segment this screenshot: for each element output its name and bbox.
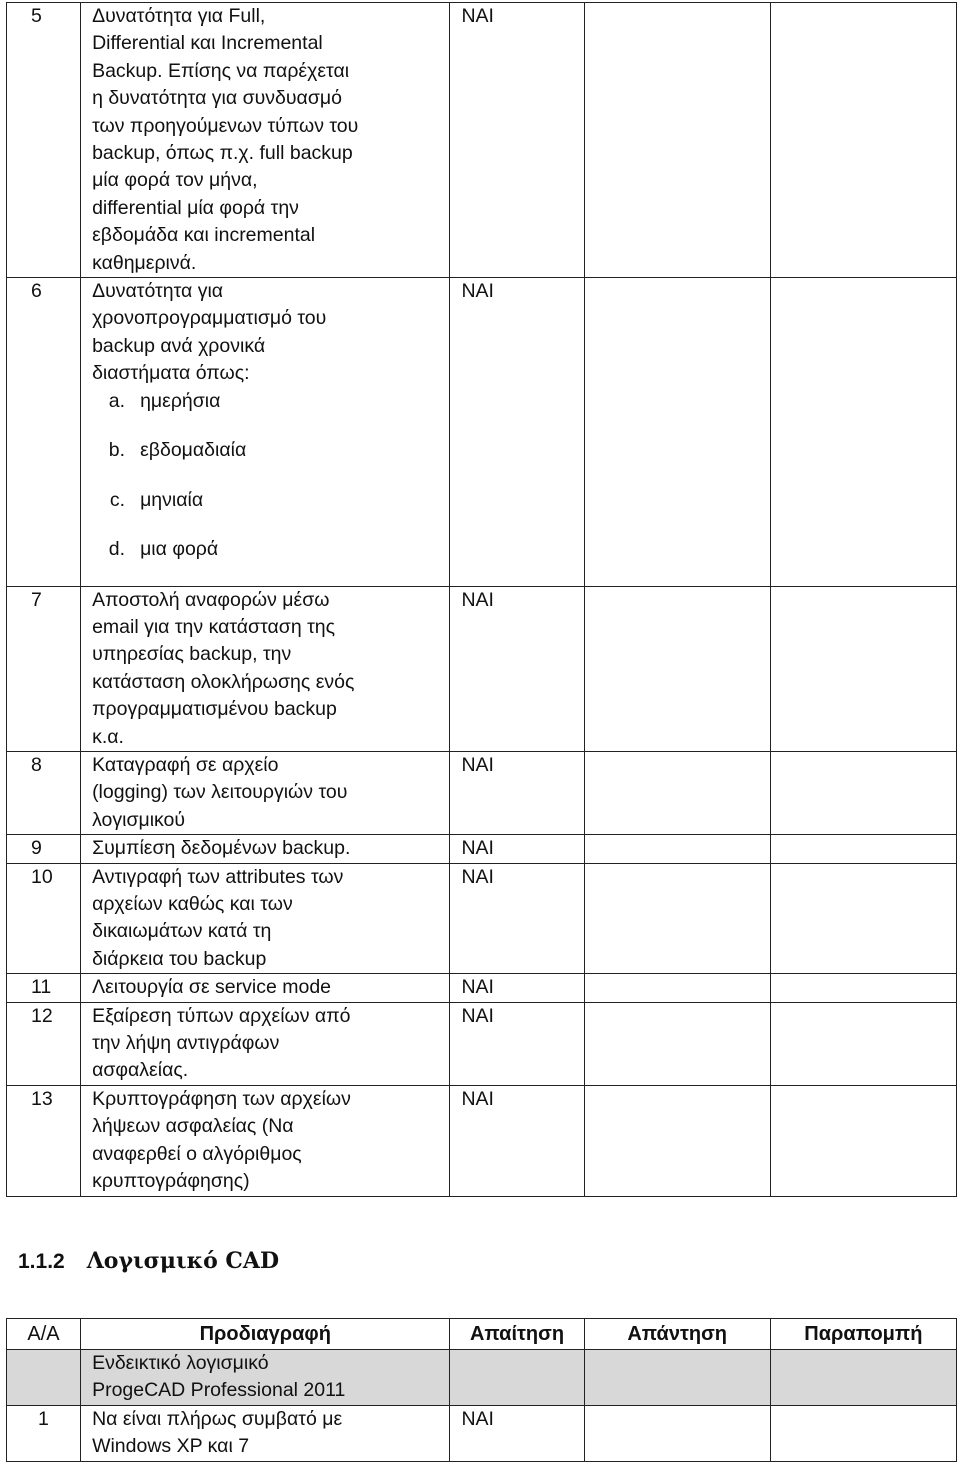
row-requirement: ΝΑΙ bbox=[450, 1085, 584, 1196]
row-requirement: ΝΑΙ bbox=[450, 278, 584, 587]
row-number: 8 bbox=[7, 752, 81, 835]
row-reference bbox=[770, 3, 956, 278]
option-item bbox=[92, 536, 449, 586]
row-reference bbox=[770, 974, 956, 1002]
spec-line: αναφερθεί ο αλγόριθμος bbox=[92, 1142, 302, 1165]
spec-line: δικαιωμάτων κατά τη bbox=[92, 920, 272, 943]
row-reference bbox=[770, 752, 956, 835]
header-spec: Προδιαγραφή bbox=[81, 1319, 450, 1350]
row-spec bbox=[81, 863, 450, 974]
row-answer bbox=[584, 863, 770, 974]
indicative-answer-cell bbox=[584, 1350, 770, 1406]
table-row bbox=[7, 835, 957, 863]
row-answer bbox=[584, 1002, 770, 1085]
option-item bbox=[92, 388, 449, 415]
spec-line: λογισμικού bbox=[92, 808, 186, 831]
row-reference bbox=[770, 835, 956, 863]
table-header-row bbox=[7, 1319, 957, 1350]
spec-line: Λειτουργία σε service mode bbox=[92, 976, 332, 999]
indicative-spec-cell bbox=[81, 1350, 450, 1406]
row-reference bbox=[770, 1405, 956, 1461]
spec-line: Windows XP και 7 bbox=[92, 1435, 250, 1458]
option-list bbox=[92, 388, 449, 586]
row-requirement: ΝΑΙ bbox=[450, 752, 584, 835]
option-letter: d. bbox=[108, 538, 126, 561]
row-number: 11 bbox=[7, 974, 81, 1002]
header-reference: Παραπομπή bbox=[770, 1319, 956, 1350]
indicative-ref-cell bbox=[770, 1350, 956, 1406]
spec-line: εβδομάδα και incremental bbox=[92, 224, 316, 247]
section-heading bbox=[18, 1248, 279, 1275]
spec-line: την λήψη αντιγράφων bbox=[92, 1032, 280, 1055]
spec-line: Συμπίεση δεδομένων backup. bbox=[92, 837, 351, 860]
cad-table-body bbox=[7, 1350, 957, 1462]
row-spec bbox=[81, 974, 450, 1002]
spec-line: Αντιγραφή των attributes των bbox=[92, 865, 344, 888]
row-requirement: ΝΑΙ bbox=[450, 835, 584, 863]
row-reference bbox=[770, 1002, 956, 1085]
row-requirement: ΝΑΙ bbox=[450, 1405, 584, 1461]
spec-line: Backup. Επίσης να παρέχεται bbox=[92, 59, 350, 82]
indicative-line: Ενδεικτικό λογισμικό bbox=[92, 1352, 269, 1374]
indicative-req-cell bbox=[450, 1350, 584, 1406]
row-spec bbox=[81, 586, 450, 751]
spec-line: κ.α. bbox=[92, 725, 124, 748]
row-number: 1 bbox=[7, 1405, 81, 1461]
table-row bbox=[7, 586, 957, 751]
spec-line: Καταγραφή σε αρχείο bbox=[92, 754, 279, 777]
option-letter: c. bbox=[109, 488, 126, 511]
row-answer bbox=[584, 835, 770, 863]
row-number: 10 bbox=[7, 863, 81, 974]
row-spec bbox=[81, 1405, 450, 1461]
spec-line: Differential και Incremental bbox=[92, 32, 323, 55]
spec-line: καθημερινά. bbox=[92, 251, 197, 274]
option-letter: b. bbox=[108, 439, 126, 462]
spec-line: λήψεων ασφαλείας (Να bbox=[92, 1115, 294, 1138]
header-aa: Α/Α bbox=[7, 1319, 81, 1350]
row-reference bbox=[770, 586, 956, 751]
section-title: Λογισμικό CAD bbox=[86, 1248, 280, 1274]
row-number: 6 bbox=[7, 278, 81, 587]
row-answer bbox=[584, 1405, 770, 1461]
spec-line: κατάσταση ολοκλήρωσης ενός bbox=[92, 670, 355, 693]
row-reference bbox=[770, 863, 956, 974]
spec-line: Κρυπτογράφηση των αρχείων bbox=[92, 1087, 351, 1110]
spec-line: προγραμματισμένου backup bbox=[92, 698, 337, 721]
spec-line: αρχείων καθώς και των bbox=[92, 893, 293, 916]
spec-line: Δυνατότητα για Full, bbox=[92, 5, 266, 27]
spec-table-cad bbox=[6, 1318, 957, 1462]
row-number: 7 bbox=[7, 586, 81, 751]
row-answer bbox=[584, 586, 770, 751]
indicative-row bbox=[7, 1350, 957, 1406]
table-row bbox=[7, 1405, 957, 1461]
row-answer bbox=[584, 1085, 770, 1196]
spec-line: ασφαλείας. bbox=[92, 1059, 189, 1082]
table-row bbox=[7, 752, 957, 835]
option-item bbox=[92, 437, 449, 487]
spec-line: email για την κατάσταση της bbox=[92, 615, 336, 638]
section-number: 1.1.2 bbox=[18, 1250, 65, 1273]
option-text: μια φορά bbox=[140, 538, 219, 561]
option-text: μηνιαία bbox=[140, 488, 204, 511]
spec-line: differential μία φορά την bbox=[92, 196, 299, 219]
spec-line: Εξαίρεση τύπων αρχείων από bbox=[92, 1004, 351, 1027]
row-requirement: ΝΑΙ bbox=[450, 1002, 584, 1085]
option-item bbox=[92, 487, 449, 537]
row-number: 9 bbox=[7, 835, 81, 863]
row-spec bbox=[81, 752, 450, 835]
row-number: 13 bbox=[7, 1085, 81, 1196]
spec-table-body bbox=[7, 3, 957, 1197]
header-answer: Απάντηση bbox=[584, 1319, 770, 1350]
table-row bbox=[7, 3, 957, 278]
indicative-line: ProgeCAD Professional 2011 bbox=[92, 1379, 346, 1402]
row-answer bbox=[584, 3, 770, 278]
spec-line: Να είναι πλήρως συμβατό με bbox=[92, 1407, 343, 1430]
row-number: 12 bbox=[7, 1002, 81, 1085]
row-reference bbox=[770, 1085, 956, 1196]
indicative-num-cell bbox=[7, 1350, 81, 1406]
spec-table-backup bbox=[6, 2, 957, 1197]
row-spec bbox=[81, 1002, 450, 1085]
row-requirement: ΝΑΙ bbox=[450, 3, 584, 278]
row-requirement: ΝΑΙ bbox=[450, 863, 584, 974]
spec-line: χρονοπρογραμματισμό του bbox=[92, 307, 327, 330]
row-requirement: ΝΑΙ bbox=[450, 586, 584, 751]
row-number: 5 bbox=[7, 3, 81, 278]
spec-line: υπηρεσίας backup, την bbox=[92, 643, 292, 666]
row-requirement: ΝΑΙ bbox=[450, 974, 584, 1002]
spec-line: μία φορά τον μήνα, bbox=[92, 169, 258, 192]
table-row bbox=[7, 863, 957, 974]
spec-line: διάρκεια του backup bbox=[92, 947, 267, 970]
row-answer bbox=[584, 752, 770, 835]
table-row bbox=[7, 1002, 957, 1085]
spec-line: backup ανά χρονικά bbox=[92, 334, 266, 357]
row-spec bbox=[81, 1085, 450, 1196]
spec-line: διαστήματα όπως: bbox=[92, 362, 250, 385]
table-row bbox=[7, 278, 957, 587]
spec-line: Αποστολή αναφορών μέσω bbox=[92, 588, 330, 611]
spec-line: κρυπτογράφησης) bbox=[92, 1170, 250, 1193]
row-spec bbox=[81, 278, 450, 587]
option-letter: a. bbox=[108, 389, 126, 412]
table-row bbox=[7, 974, 957, 1002]
row-answer bbox=[584, 278, 770, 587]
spec-line: backup, όπως π.χ. full backup bbox=[92, 142, 353, 165]
option-text: εβδομαδιαία bbox=[140, 439, 247, 462]
spec-line: των προηγούμενων τύπων του bbox=[92, 114, 359, 137]
spec-line: η δυνατότητα για συνδυασμό bbox=[92, 87, 342, 110]
option-text: ημερήσια bbox=[140, 389, 221, 412]
row-spec bbox=[81, 3, 450, 278]
spec-line: Δυνατότητα για bbox=[92, 280, 224, 303]
spec-line: (logging) των λειτουργιών του bbox=[92, 781, 348, 804]
row-spec bbox=[81, 835, 450, 863]
table-row bbox=[7, 1085, 957, 1196]
header-requirement: Απαίτηση bbox=[450, 1319, 584, 1350]
row-answer bbox=[584, 974, 770, 1002]
row-reference bbox=[770, 278, 956, 587]
